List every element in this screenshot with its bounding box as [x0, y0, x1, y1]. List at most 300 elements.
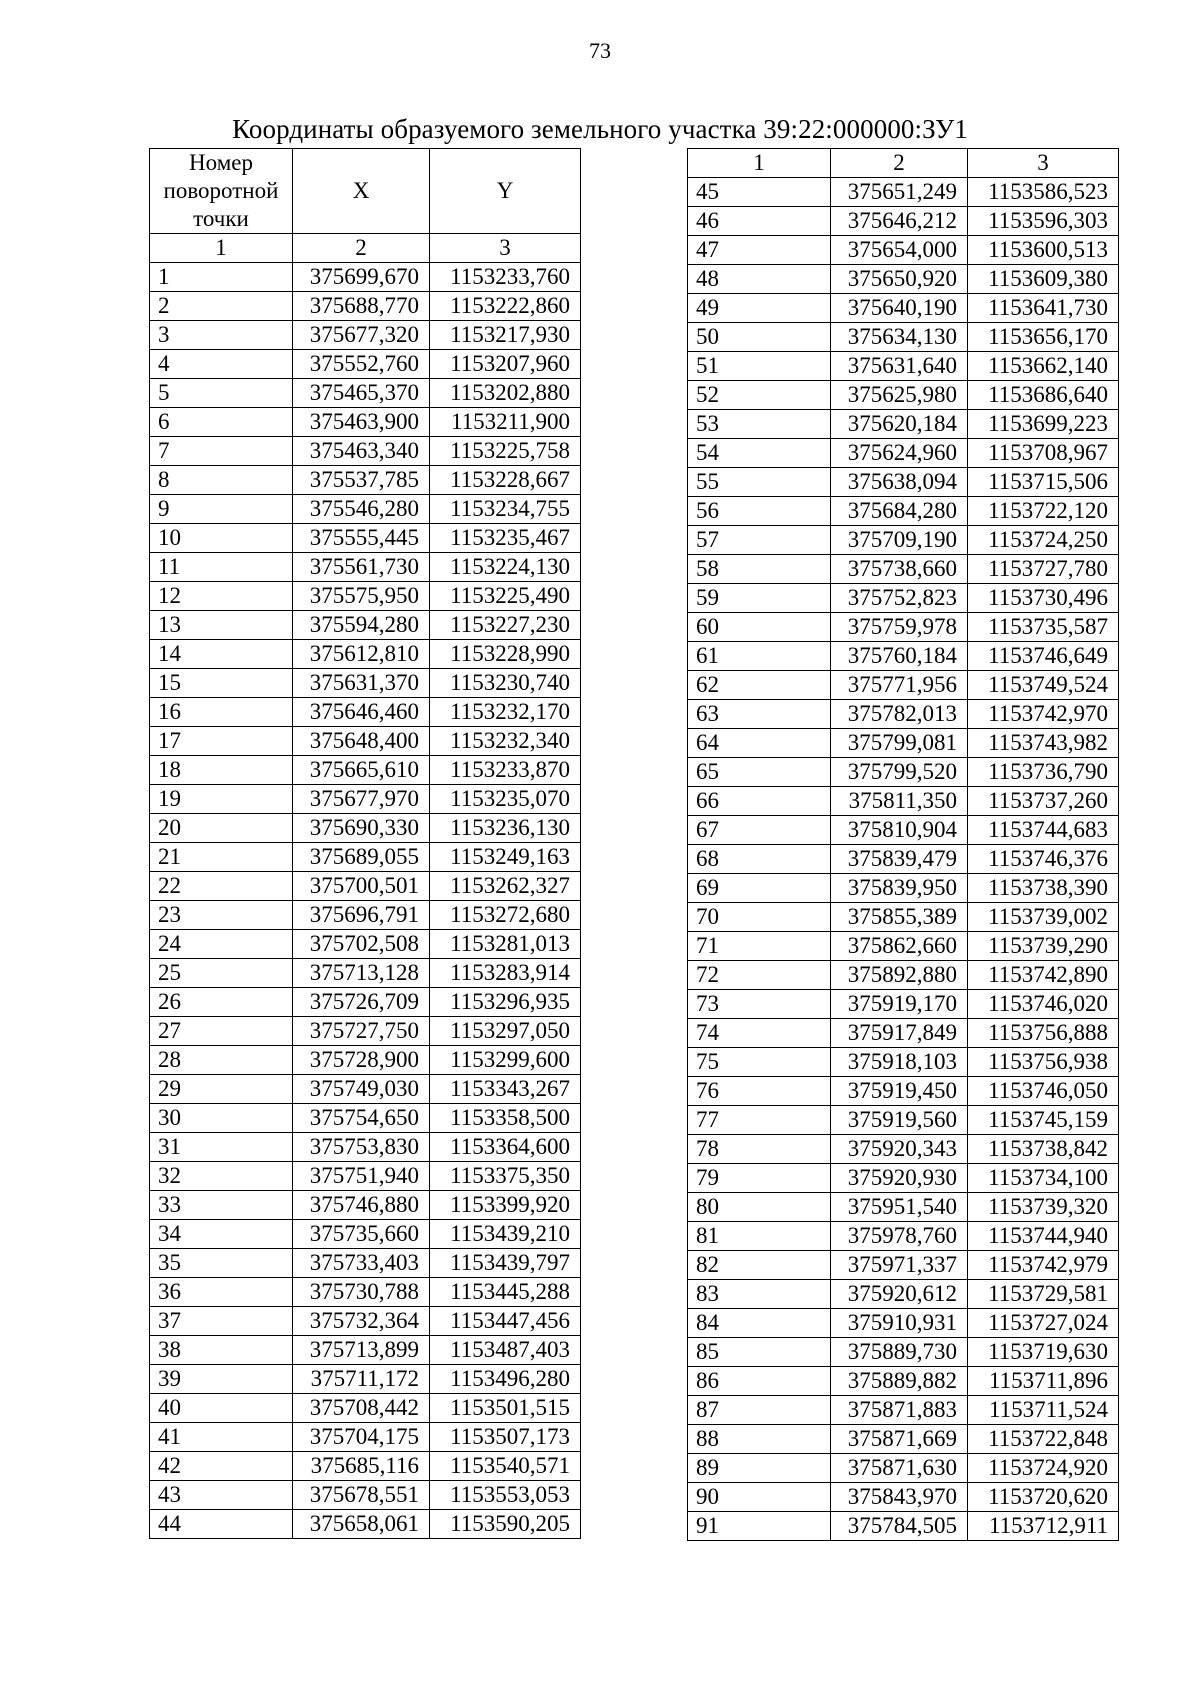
- x-coordinate-cell: 375839,950: [831, 874, 968, 903]
- table-row: [688, 671, 1119, 700]
- y-coordinate-cell: 1153272,680: [430, 901, 581, 930]
- table-row: [150, 814, 581, 843]
- x-coordinate-cell: 375685,116: [293, 1452, 430, 1481]
- x-coordinate-cell: 375749,030: [293, 1075, 430, 1104]
- y-coordinate-cell: 1153727,024: [968, 1309, 1119, 1338]
- table-row: [688, 1309, 1119, 1338]
- table-row: [688, 816, 1119, 845]
- y-coordinate-cell: 1153686,640: [968, 381, 1119, 410]
- table-row: [150, 553, 581, 582]
- table-row: [150, 321, 581, 350]
- point-number-cell: 10: [150, 524, 293, 553]
- x-coordinate-cell: 375631,370: [293, 669, 430, 698]
- table-row: [150, 408, 581, 437]
- x-coordinate-cell: 375782,013: [831, 700, 968, 729]
- y-coordinate-cell: 1153228,667: [430, 466, 581, 495]
- table-row: [688, 1425, 1119, 1454]
- y-coordinate-cell: 1153727,780: [968, 555, 1119, 584]
- point-number-cell: 75: [688, 1048, 831, 1077]
- table-row: [150, 843, 581, 872]
- point-number-cell: 33: [150, 1191, 293, 1220]
- column-number-row: [150, 234, 581, 263]
- point-number-cell: 83: [688, 1280, 831, 1309]
- point-number-cell: 64: [688, 729, 831, 758]
- x-coordinate-cell: 375920,343: [831, 1135, 968, 1164]
- point-number-cell: 37: [150, 1307, 293, 1336]
- point-number-cell: 88: [688, 1425, 831, 1454]
- x-coordinate-cell: 375689,055: [293, 843, 430, 872]
- point-number-cell: 90: [688, 1483, 831, 1512]
- x-coordinate-cell: 375978,760: [831, 1222, 968, 1251]
- point-number-cell: 57: [688, 526, 831, 555]
- x-coordinate-cell: 375678,551: [293, 1481, 430, 1510]
- y-coordinate-cell: 1153743,982: [968, 729, 1119, 758]
- point-number-cell: 22: [150, 872, 293, 901]
- point-number-cell: 42: [150, 1452, 293, 1481]
- table-row: [688, 613, 1119, 642]
- x-coordinate-cell: 375843,970: [831, 1483, 968, 1512]
- point-number-cell: 89: [688, 1454, 831, 1483]
- y-coordinate-cell: 1153746,649: [968, 642, 1119, 671]
- table-row: [688, 1483, 1119, 1512]
- point-number-cell: 85: [688, 1338, 831, 1367]
- y-coordinate-cell: 1153656,170: [968, 323, 1119, 352]
- table-row: [150, 930, 581, 959]
- column-number-row: [688, 149, 1119, 178]
- y-coordinate-cell: 1153744,683: [968, 816, 1119, 845]
- y-coordinate-cell: 1153719,630: [968, 1338, 1119, 1367]
- table-row: [150, 959, 581, 988]
- table-row: [150, 582, 581, 611]
- table-row: [150, 1307, 581, 1336]
- table-row: [150, 263, 581, 292]
- point-number-cell: 31: [150, 1133, 293, 1162]
- x-coordinate-cell: 375677,320: [293, 321, 430, 350]
- y-coordinate-cell: 1153230,740: [430, 669, 581, 698]
- y-coordinate-cell: 1153724,920: [968, 1454, 1119, 1483]
- table-row: [150, 524, 581, 553]
- point-number-cell: 63: [688, 700, 831, 729]
- x-coordinate-cell: 375771,956: [831, 671, 968, 700]
- table-row: [150, 756, 581, 785]
- table-row: [150, 1423, 581, 1452]
- table-row: [150, 901, 581, 930]
- y-coordinate-cell: 1153222,860: [430, 292, 581, 321]
- y-coordinate-cell: 1153756,938: [968, 1048, 1119, 1077]
- point-number-cell: 27: [150, 1017, 293, 1046]
- table-row: [150, 1394, 581, 1423]
- table-row: [150, 1104, 581, 1133]
- document-title: Координаты образуемого земельного участка 39:22:000000:ЗУ1: [232, 114, 968, 144]
- x-coordinate-cell: 375612,810: [293, 640, 430, 669]
- y-coordinate-cell: 1153722,120: [968, 497, 1119, 526]
- table-row: [150, 495, 581, 524]
- table-row: [688, 1512, 1119, 1541]
- point-number-cell: 59: [688, 584, 831, 613]
- table-row: [688, 352, 1119, 381]
- point-number-cell: 24: [150, 930, 293, 959]
- point-number-cell: 71: [688, 932, 831, 961]
- x-coordinate-cell: 375463,340: [293, 437, 430, 466]
- x-coordinate-cell: 375746,880: [293, 1191, 430, 1220]
- point-number-cell: 21: [150, 843, 293, 872]
- table-row: [150, 1046, 581, 1075]
- y-coordinate-cell: 1153744,940: [968, 1222, 1119, 1251]
- x-coordinate-cell: 375799,081: [831, 729, 968, 758]
- column-number-1: 1: [150, 234, 293, 263]
- x-coordinate-cell: 375730,788: [293, 1278, 430, 1307]
- x-coordinate-cell: 375892,880: [831, 961, 968, 990]
- y-coordinate-cell: 1153729,581: [968, 1280, 1119, 1309]
- y-coordinate-cell: 1153749,524: [968, 671, 1119, 700]
- y-coordinate-cell: 1153447,456: [430, 1307, 581, 1336]
- table-row: [150, 1481, 581, 1510]
- y-coordinate-cell: 1153730,496: [968, 584, 1119, 613]
- point-number-cell: 13: [150, 611, 293, 640]
- point-number-cell: 70: [688, 903, 831, 932]
- point-number-cell: 23: [150, 901, 293, 930]
- table-row: [150, 1017, 581, 1046]
- x-coordinate-cell: 375855,389: [831, 903, 968, 932]
- table-row: [150, 727, 581, 756]
- x-coordinate-cell: 375677,970: [293, 785, 430, 814]
- y-coordinate-cell: 1153586,523: [968, 178, 1119, 207]
- point-number-cell: 74: [688, 1019, 831, 1048]
- y-coordinate-cell: 1153641,730: [968, 294, 1119, 323]
- point-number-cell: 55: [688, 468, 831, 497]
- y-coordinate-cell: 1153364,600: [430, 1133, 581, 1162]
- y-coordinate-cell: 1153235,467: [430, 524, 581, 553]
- x-coordinate-cell: 375839,479: [831, 845, 968, 874]
- column-number-3: 3: [430, 234, 581, 263]
- point-number-cell: 50: [688, 323, 831, 352]
- x-coordinate-cell: 375889,730: [831, 1338, 968, 1367]
- table-row: [688, 468, 1119, 497]
- point-number-cell: 81: [688, 1222, 831, 1251]
- x-coordinate-cell: 375650,920: [831, 265, 968, 294]
- x-coordinate-cell: 375665,610: [293, 756, 430, 785]
- y-coordinate-cell: 1153375,350: [430, 1162, 581, 1191]
- point-number-cell: 76: [688, 1077, 831, 1106]
- table-row: [150, 669, 581, 698]
- y-coordinate-cell: 1153722,848: [968, 1425, 1119, 1454]
- point-number-cell: 52: [688, 381, 831, 410]
- point-number-cell: 11: [150, 553, 293, 582]
- x-coordinate-cell: 375555,445: [293, 524, 430, 553]
- point-number-cell: 87: [688, 1396, 831, 1425]
- x-coordinate-cell: 375920,612: [831, 1280, 968, 1309]
- column-number-1: 1: [688, 149, 831, 178]
- table-row: [688, 1164, 1119, 1193]
- point-header-line3: точки: [193, 206, 249, 231]
- table-row: [688, 584, 1119, 613]
- y-coordinate-cell: 1153207,960: [430, 350, 581, 379]
- y-coordinate-cell: 1153232,170: [430, 698, 581, 727]
- table-row: [688, 874, 1119, 903]
- y-coordinate-cell: 1153445,288: [430, 1278, 581, 1307]
- point-number-cell: 26: [150, 988, 293, 1017]
- x-coordinate-cell: 375971,337: [831, 1251, 968, 1280]
- x-coordinate-cell: 375537,785: [293, 466, 430, 495]
- point-number-cell: 51: [688, 352, 831, 381]
- y-coordinate-cell: 1153746,050: [968, 1077, 1119, 1106]
- point-number-cell: 7: [150, 437, 293, 466]
- y-coordinate-cell: 1153715,506: [968, 468, 1119, 497]
- x-coordinate-cell: 375648,400: [293, 727, 430, 756]
- table-row: [150, 1452, 581, 1481]
- x-coordinate-cell: 375646,460: [293, 698, 430, 727]
- x-coordinate-cell: 375713,128: [293, 959, 430, 988]
- point-number-cell: 67: [688, 816, 831, 845]
- point-number-cell: 77: [688, 1106, 831, 1135]
- coordinates-table-left: [149, 148, 581, 1539]
- y-coordinate-cell: 1153235,070: [430, 785, 581, 814]
- x-coordinate-cell: 375708,442: [293, 1394, 430, 1423]
- y-coordinate-cell: 1153232,340: [430, 727, 581, 756]
- x-coordinate-cell: 375594,280: [293, 611, 430, 640]
- table-row: [688, 729, 1119, 758]
- point-number-cell: 18: [150, 756, 293, 785]
- point-number-cell: 56: [688, 497, 831, 526]
- x-coordinate-cell: 375754,650: [293, 1104, 430, 1133]
- y-coordinate-cell: 1153507,173: [430, 1423, 581, 1452]
- table-row: [150, 1249, 581, 1278]
- y-coordinate-cell: 1153742,890: [968, 961, 1119, 990]
- point-number-cell: 73: [688, 990, 831, 1019]
- column-number-2: 2: [831, 149, 968, 178]
- x-coordinate-cell: 375688,770: [293, 292, 430, 321]
- point-number-cell: 28: [150, 1046, 293, 1075]
- x-coordinate-cell: 375920,930: [831, 1164, 968, 1193]
- table-row: [688, 903, 1119, 932]
- y-coordinate-cell: 1153735,587: [968, 613, 1119, 642]
- point-number-cell: 16: [150, 698, 293, 727]
- y-header: Y: [430, 149, 581, 234]
- y-coordinate-cell: 1153343,267: [430, 1075, 581, 1104]
- point-number-cell: 40: [150, 1394, 293, 1423]
- x-coordinate-cell: 375919,170: [831, 990, 968, 1019]
- y-coordinate-cell: 1153739,320: [968, 1193, 1119, 1222]
- table-row: [150, 1365, 581, 1394]
- table-row: [150, 1191, 581, 1220]
- table-row: [150, 1162, 581, 1191]
- table-row: [688, 555, 1119, 584]
- y-coordinate-cell: 1153496,280: [430, 1365, 581, 1394]
- point-header-line2: поворотной: [163, 178, 279, 203]
- y-coordinate-cell: 1153711,896: [968, 1367, 1119, 1396]
- table-row: [150, 1075, 581, 1104]
- point-number-cell: 36: [150, 1278, 293, 1307]
- x-coordinate-cell: 375728,900: [293, 1046, 430, 1075]
- x-coordinate-cell: 375552,760: [293, 350, 430, 379]
- point-number-cell: 45: [688, 178, 831, 207]
- y-coordinate-cell: 1153297,050: [430, 1017, 581, 1046]
- table-row: [150, 466, 581, 495]
- x-coordinate-cell: 375713,899: [293, 1336, 430, 1365]
- x-coordinate-cell: 375700,501: [293, 872, 430, 901]
- y-coordinate-cell: 1153738,842: [968, 1135, 1119, 1164]
- x-coordinate-cell: 375871,630: [831, 1454, 968, 1483]
- point-number-cell: 66: [688, 787, 831, 816]
- y-coordinate-cell: 1153746,020: [968, 990, 1119, 1019]
- y-coordinate-cell: 1153225,490: [430, 582, 581, 611]
- x-coordinate-cell: 375733,403: [293, 1249, 430, 1278]
- x-coordinate-cell: 375625,980: [831, 381, 968, 410]
- y-coordinate-cell: 1153553,053: [430, 1481, 581, 1510]
- x-coordinate-cell: 375624,960: [831, 439, 968, 468]
- x-coordinate-cell: 375752,823: [831, 584, 968, 613]
- point-number-cell: 41: [150, 1423, 293, 1452]
- point-number-cell: 29: [150, 1075, 293, 1104]
- x-coordinate-cell: 375620,184: [831, 410, 968, 439]
- table-row: [688, 265, 1119, 294]
- table-row: [688, 323, 1119, 352]
- table-row: [150, 1510, 581, 1539]
- table-row: [150, 350, 581, 379]
- y-coordinate-cell: 1153358,500: [430, 1104, 581, 1133]
- x-coordinate-cell: 375759,978: [831, 613, 968, 642]
- point-number-cell: 69: [688, 874, 831, 903]
- point-number-cell: 25: [150, 959, 293, 988]
- point-number-cell: 46: [688, 207, 831, 236]
- x-coordinate-cell: 375638,094: [831, 468, 968, 497]
- y-coordinate-cell: 1153600,513: [968, 236, 1119, 265]
- point-number-cell: 54: [688, 439, 831, 468]
- point-number-cell: 1: [150, 263, 293, 292]
- x-coordinate-cell: 375699,670: [293, 263, 430, 292]
- x-coordinate-cell: 375918,103: [831, 1048, 968, 1077]
- table-row: [150, 292, 581, 321]
- table-row: [688, 1222, 1119, 1251]
- y-coordinate-cell: 1153262,327: [430, 872, 581, 901]
- coordinates-table-right: [687, 148, 1119, 1541]
- point-number-cell: 12: [150, 582, 293, 611]
- point-header-line1: Номер: [189, 150, 253, 175]
- table-row: [688, 1019, 1119, 1048]
- table-row: [150, 988, 581, 1017]
- y-coordinate-cell: 1153217,930: [430, 321, 581, 350]
- y-coordinate-cell: 1153296,935: [430, 988, 581, 1017]
- y-coordinate-cell: 1153299,600: [430, 1046, 581, 1075]
- point-number-cell: 60: [688, 613, 831, 642]
- x-coordinate-cell: 375546,280: [293, 495, 430, 524]
- x-coordinate-cell: 375651,249: [831, 178, 968, 207]
- table-row: [688, 1454, 1119, 1483]
- x-coordinate-cell: 375646,212: [831, 207, 968, 236]
- table-row: [150, 1220, 581, 1249]
- point-number-cell: 2: [150, 292, 293, 321]
- table-row: [688, 294, 1119, 323]
- y-coordinate-cell: 1153399,920: [430, 1191, 581, 1220]
- x-coordinate-cell: 375799,520: [831, 758, 968, 787]
- x-coordinate-cell: 375919,450: [831, 1077, 968, 1106]
- point-number-cell: 78: [688, 1135, 831, 1164]
- x-coordinate-cell: 375919,560: [831, 1106, 968, 1135]
- y-coordinate-cell: 1153202,880: [430, 379, 581, 408]
- table-row: [688, 439, 1119, 468]
- x-header: X: [293, 149, 430, 234]
- x-coordinate-cell: 375640,190: [831, 294, 968, 323]
- table-row: [150, 611, 581, 640]
- y-coordinate-cell: 1153596,303: [968, 207, 1119, 236]
- y-coordinate-cell: 1153487,403: [430, 1336, 581, 1365]
- table-row: [688, 526, 1119, 555]
- x-coordinate-cell: 375727,750: [293, 1017, 430, 1046]
- y-coordinate-cell: 1153234,755: [430, 495, 581, 524]
- table-row: [150, 698, 581, 727]
- point-number-cell: 4: [150, 350, 293, 379]
- point-number-cell: 84: [688, 1309, 831, 1338]
- x-coordinate-cell: 375732,364: [293, 1307, 430, 1336]
- y-coordinate-cell: 1153712,911: [968, 1512, 1119, 1541]
- x-coordinate-cell: 375738,660: [831, 555, 968, 584]
- point-number-cell: 72: [688, 961, 831, 990]
- y-coordinate-cell: 1153540,571: [430, 1452, 581, 1481]
- y-coordinate-cell: 1153739,290: [968, 932, 1119, 961]
- point-number-cell: 5: [150, 379, 293, 408]
- y-coordinate-cell: 1153662,140: [968, 352, 1119, 381]
- y-coordinate-cell: 1153742,979: [968, 1251, 1119, 1280]
- x-coordinate-cell: 375889,882: [831, 1367, 968, 1396]
- table-row: [688, 381, 1119, 410]
- table-row: [688, 1338, 1119, 1367]
- x-coordinate-cell: 375810,904: [831, 816, 968, 845]
- table-row: [688, 787, 1119, 816]
- point-number-cell: 19: [150, 785, 293, 814]
- y-coordinate-cell: 1153738,390: [968, 874, 1119, 903]
- table-row: [688, 990, 1119, 1019]
- y-coordinate-cell: 1153227,230: [430, 611, 581, 640]
- y-coordinate-cell: 1153745,159: [968, 1106, 1119, 1135]
- y-coordinate-cell: 1153746,376: [968, 845, 1119, 874]
- x-coordinate-cell: 375871,883: [831, 1396, 968, 1425]
- point-number-cell: 47: [688, 236, 831, 265]
- point-number-cell: 32: [150, 1162, 293, 1191]
- table-row: [150, 1133, 581, 1162]
- y-coordinate-cell: 1153711,524: [968, 1396, 1119, 1425]
- point-number-cell: 3: [150, 321, 293, 350]
- point-number-cell: 35: [150, 1249, 293, 1278]
- y-coordinate-cell: 1153224,130: [430, 553, 581, 582]
- point-number-cell: 9: [150, 495, 293, 524]
- y-coordinate-cell: 1153281,013: [430, 930, 581, 959]
- table-row: [688, 410, 1119, 439]
- point-number-cell: 43: [150, 1481, 293, 1510]
- x-coordinate-cell: 375753,830: [293, 1133, 430, 1162]
- table-row: [688, 961, 1119, 990]
- table-row: [150, 1278, 581, 1307]
- point-number-cell: 79: [688, 1164, 831, 1193]
- point-number-cell: 20: [150, 814, 293, 843]
- x-coordinate-cell: 375751,940: [293, 1162, 430, 1191]
- point-number-cell: 30: [150, 1104, 293, 1133]
- x-coordinate-cell: 375726,709: [293, 988, 430, 1017]
- table-row: [150, 437, 581, 466]
- x-coordinate-cell: 375463,900: [293, 408, 430, 437]
- x-coordinate-cell: 375631,640: [831, 352, 968, 381]
- y-coordinate-cell: 1153756,888: [968, 1019, 1119, 1048]
- table-row: [688, 236, 1119, 265]
- table-row: [688, 1367, 1119, 1396]
- y-coordinate-cell: 1153233,760: [430, 263, 581, 292]
- x-coordinate-cell: 375561,730: [293, 553, 430, 582]
- table-row: [150, 1336, 581, 1365]
- table-row: [688, 1135, 1119, 1164]
- table-row: [688, 642, 1119, 671]
- page-number: 73: [589, 38, 611, 63]
- y-coordinate-cell: 1153724,250: [968, 526, 1119, 555]
- table-row: [688, 1193, 1119, 1222]
